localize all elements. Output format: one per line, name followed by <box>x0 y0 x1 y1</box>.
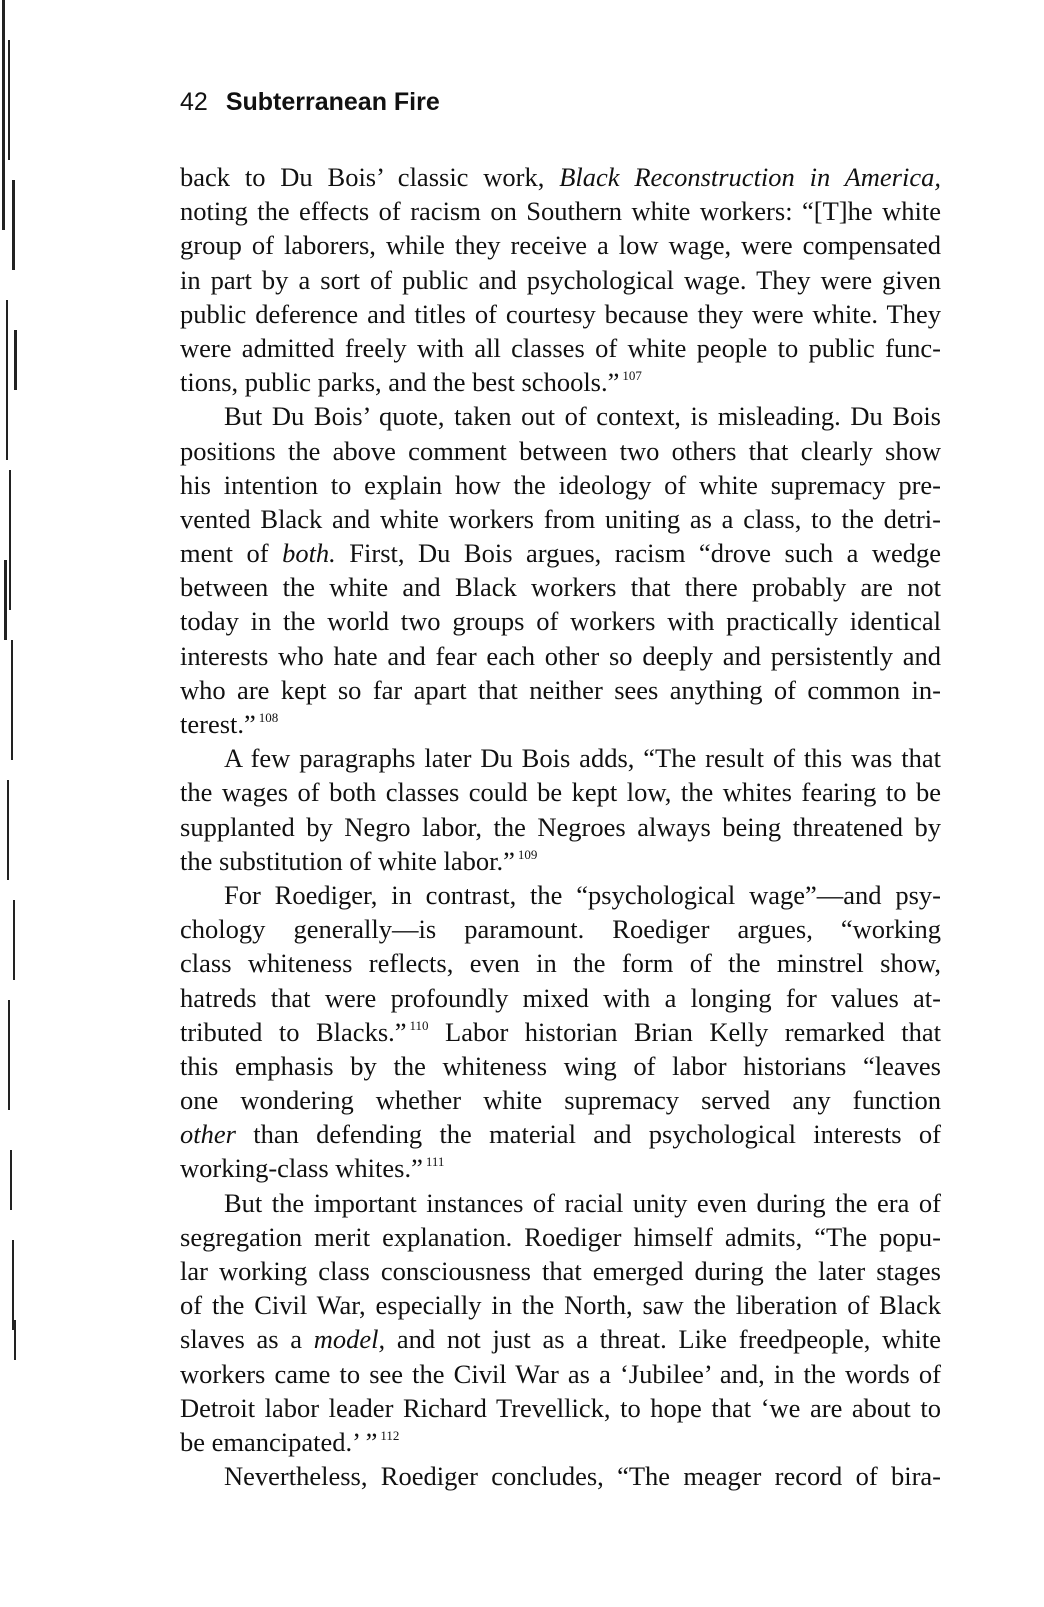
footnote-ref: 110 <box>409 1017 429 1033</box>
text-line: working-class whites.” $^{111}$ <box>180 1153 445 1184</box>
text-line: noting the effects of racism on Southern white workers: “[T]he white <box>180 196 941 227</box>
text-line: segregation merit explanation. Roediger himself admits, “The popu- <box>180 1221 941 1252</box>
text-line: Nevertheless, Roediger concludes, “The meager record of bira- <box>224 1461 941 1492</box>
footnote-ref: 109 <box>517 846 538 862</box>
text-line: workers came to see the Civil War as a ‘Jubilee’ and, in the words of <box>180 1358 941 1389</box>
text-line: the wages of both classes could be kept low, the whites fearing to be <box>180 777 941 808</box>
text-line: public deference and titles of courtesy because they were white. They <box>180 298 941 329</box>
text-line: back to Du Bois’ classic work, Black Reconstruction in America, <box>180 162 941 192</box>
text-line: positions the above comment between two others that clearly show <box>180 435 941 466</box>
text-line: his intention to explain how the ideology of white supremacy pre- <box>180 469 941 500</box>
text-line: For Roediger, in contrast, the “psychological wage”—and psy- <box>224 879 941 910</box>
footnote-ref: 111 <box>425 1154 445 1170</box>
text-line: in part by a sort of public and psychological wage. They were given <box>180 264 941 295</box>
book-title: Subterranean Fire <box>225 88 440 116</box>
scan-edge-artifacts <box>0 0 40 1607</box>
text-line: slaves as a model, and not just as a threat. Like freedpeople, white <box>180 1324 941 1355</box>
footnote-ref: 108 <box>258 710 279 725</box>
text-line: interests who hate and fear each other so deeply and persistently and <box>180 640 941 671</box>
text-line: be emancipated.’ ” $^{112}$ <box>180 1426 400 1457</box>
running-head <box>180 88 440 117</box>
text-line: hatreds that were profoundly mixed with a longing for values at- <box>180 982 941 1013</box>
page-number: 42 <box>180 88 208 116</box>
text-line: vented Black and white workers from uniting as a class, to the detri- <box>180 503 941 534</box>
text-line: who are kept so far apart that neither sees anything of common in- <box>180 674 941 705</box>
text-line: lar working class consciousness that emerged during the later stages <box>180 1256 941 1286</box>
text-line: terest.” $^{108}$ <box>180 709 279 739</box>
text-line: But the important instances of racial unity even during the era of <box>224 1187 941 1218</box>
text-line: A few paragraphs later Du Bois adds, “The result of this was that <box>224 743 941 774</box>
text-line: today in the world two groups of workers with practically identical <box>180 606 941 637</box>
text-line: tions, public parks, and the best schools.” $^{107}$ <box>180 367 642 398</box>
text-line: other than defending the material and psychological interests of <box>180 1119 941 1150</box>
text-line: chology generally—is paramount. Roediger argues, “working <box>180 914 941 945</box>
footnote-ref: 107 <box>622 368 642 384</box>
text-line: this emphasis by the whiteness wing of labor historians “leaves <box>180 1050 941 1081</box>
footnote-ref: 112 <box>380 1427 400 1443</box>
body-text <box>180 160 941 1493</box>
text-line: were admitted freely with all classes of white people to public func- <box>180 332 941 363</box>
text-line: ment of both. First, Du Bois argues, racism “drove such a wedge <box>180 538 942 569</box>
text-line: class whiteness reflects, even in the form of the minstrel show, <box>180 948 941 979</box>
text-line: the substitution of white labor.” $^{109}$ <box>180 845 538 876</box>
text-line: one wondering whether white supremacy served any function <box>180 1085 941 1116</box>
text-line: of the Civil War, especially in the North, saw the liberation of Black <box>180 1290 941 1321</box>
text-line: supplanted by Negro labor, the Negroes always being threatened by <box>180 811 941 842</box>
text-line: tributed to Blacks.” $^{110}$ Labor historian Brian Kelly remarked that <box>180 1016 941 1047</box>
text-line: between the white and Black workers that there probably are not <box>180 572 941 603</box>
text-line: group of laborers, while they receive a low wage, were compensated <box>180 230 941 261</box>
text-line: Detroit labor leader Richard Trevellick, to hope that ‘we are about to <box>180 1392 941 1423</box>
text-line: But Du Bois’ quote, taken out of context, is misleading. Du Bois <box>224 401 941 432</box>
